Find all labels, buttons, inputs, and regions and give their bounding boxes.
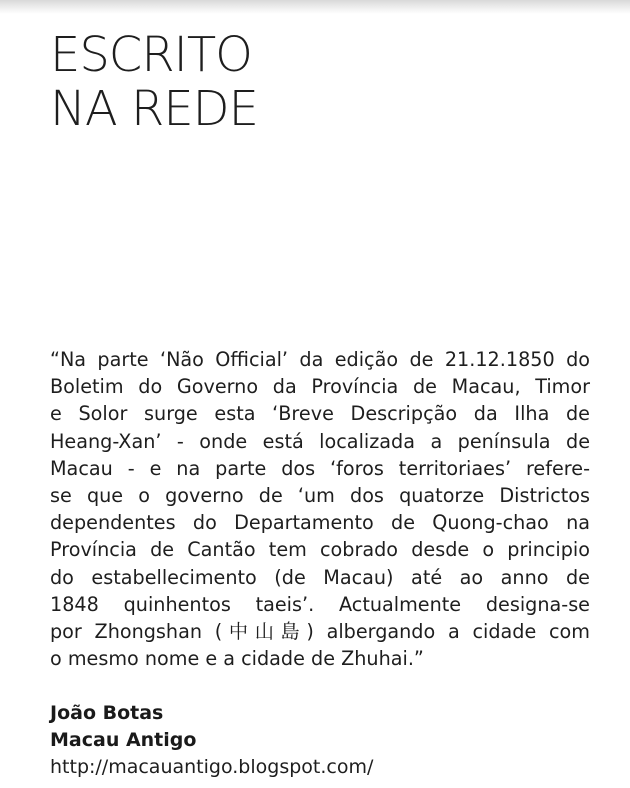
quote-line: do estabellecimento (de Macau) até ao anno de bbox=[50, 565, 590, 589]
quote-line: Heang-Xan’ - onde está localizada a península de bbox=[50, 429, 590, 453]
quote-line: por Zhongshan (中山島) albergando a cidade com bbox=[50, 620, 590, 644]
source-name: Macau Antigo bbox=[50, 729, 197, 751]
quote-line: Província de Cantão tem cobrado desde o principio bbox=[50, 538, 590, 562]
quote-line: e Solor surge esta ‘Breve Descripção da Ilha de bbox=[50, 402, 590, 426]
author-name: João Botas bbox=[50, 702, 164, 724]
section-title bbox=[50, 28, 258, 136]
quote-line: o mesmo nome e a cidade de Zhuhai.” bbox=[50, 647, 424, 671]
source-url: http://macauantigo.blogspot.com/ bbox=[50, 756, 374, 778]
quote-paragraph bbox=[50, 346, 590, 672]
quote-line: dependentes do Departamento de Quong-chao na bbox=[50, 511, 590, 535]
quote-line: Boletim do Governo da Província de Macau, Timor bbox=[50, 375, 590, 399]
attribution bbox=[50, 700, 590, 781]
section-title-line-1: ESCRITO bbox=[50, 27, 252, 83]
section-title-line-2: NA REDE bbox=[50, 81, 258, 137]
quote-line: “Na parte ‘Não Official’ da edição de 21.12.1850 do bbox=[50, 348, 590, 371]
page-top-shadow bbox=[0, 0, 630, 14]
quote-line: 1848 quinhentos taeis’. Actualmente designa-se bbox=[50, 592, 590, 616]
quote-line: Macau - e na parte dos ‘foros territoriaes’ refere- bbox=[50, 456, 590, 480]
quote-line: se que o governo de ‘um dos quatorze Districtos bbox=[50, 484, 590, 508]
